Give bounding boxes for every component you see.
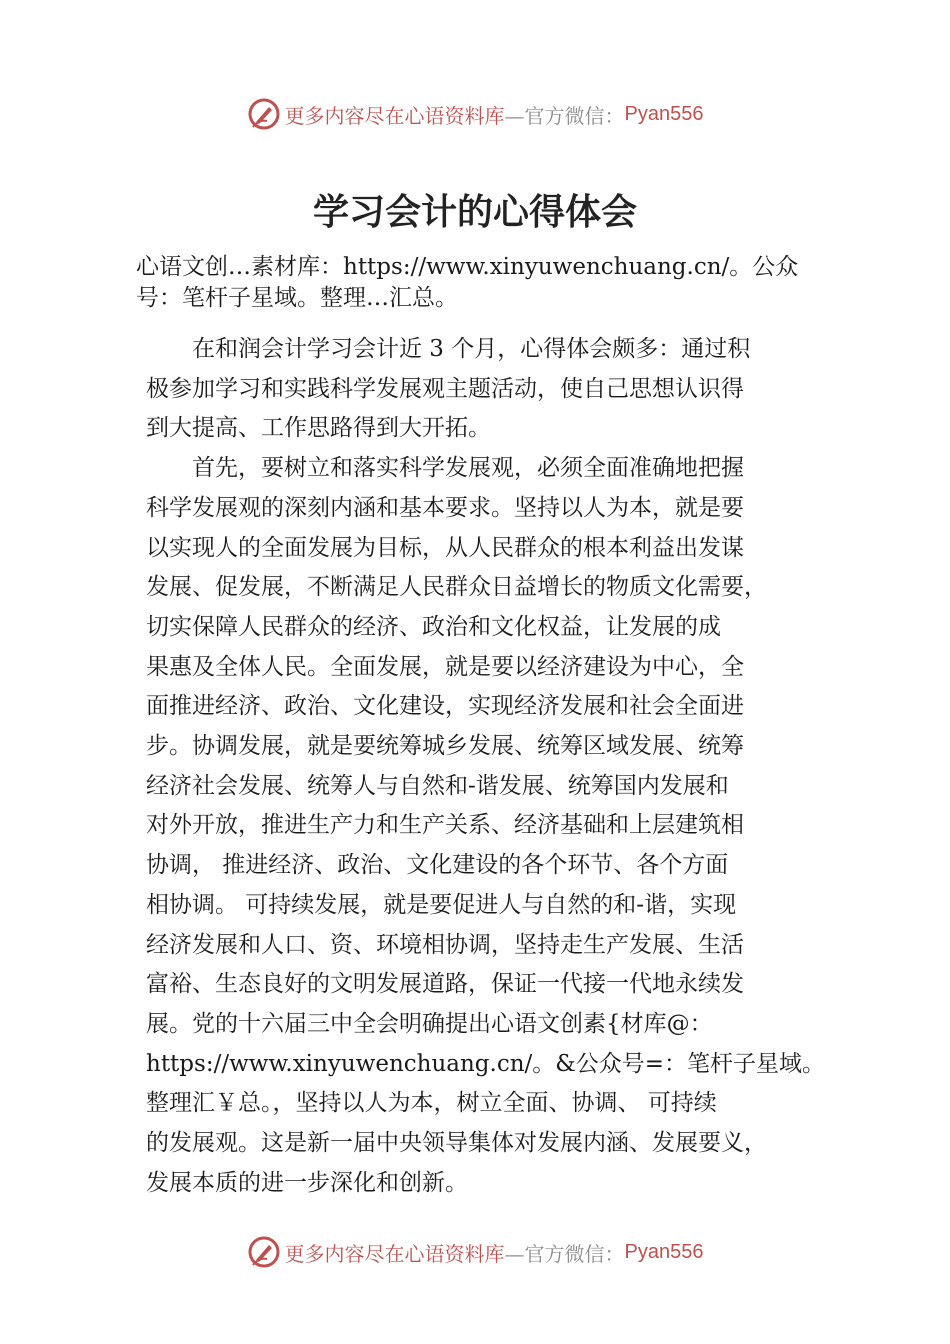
- body-line: 对外开放，推进生产力和生产关系、经济基础和上层建筑相: [146, 812, 744, 839]
- body-line: 以实现人的全面发展为目标，从人民群众的根本利益出发谋: [146, 534, 744, 561]
- banner-wechat-id: Pyan556: [624, 1240, 704, 1263]
- body-line: 经济社会发展、统筹人与自然和-谐发展、统筹国内发展和: [146, 772, 729, 799]
- banner-wechat-label: —官方微信：: [504, 103, 625, 128]
- body-line: 的发展观。这是新一届中央领导集体对发展内涵、发展要义，: [146, 1130, 767, 1157]
- body-line: 经济发展和人口、资、环境相协调，坚持走生产发展、生活: [146, 931, 744, 958]
- body-line: 相协调。 可持续发展，就是要促进人与自然的和-谐，实现: [146, 891, 737, 918]
- banner-wechat-label: —官方微信：: [504, 1241, 625, 1266]
- body-line: 到大提高、工作思路得到大开拓。: [146, 415, 491, 442]
- banner-text: 更多内容尽在心语资料库: [284, 1241, 505, 1266]
- body-line: 在和润会计学习会计近 3 个月，心得体会颇多：通过积: [146, 336, 751, 362]
- body-line: 首先，要树立和落实科学发展观，必须全面准确地把握: [146, 455, 744, 482]
- body-line: 极参加学习和实践科学发展观主题活动，使自己思想认识得: [146, 375, 744, 402]
- body-line: 整理汇￥总。，坚持以人为本，树立全面、协调、 可持续: [146, 1090, 717, 1117]
- page-title: 学习会计的心得体会: [312, 192, 637, 233]
- header-banner: [0, 94, 950, 134]
- body-text: [146, 330, 836, 1203]
- body-line: 展。党的十六届三中全会明确提出心语文创素{材库@：: [146, 1010, 713, 1037]
- body-line: 发展本质的进一步深化和创新。: [146, 1169, 468, 1196]
- body-line: https://www.xinyuwenchuang.cn/。&公众号=：笔杆子星域。: [146, 1050, 826, 1077]
- body-line: 发展、促发展，不断满足人民群众日益增长的物质文化需要，: [146, 574, 767, 601]
- body-line: 果惠及全体人民。全面发展，就是要以经济建设为中心，全: [146, 653, 744, 680]
- source-line: 号：笔杆子星域。整理…汇总。: [136, 285, 458, 311]
- body-line: 步。协调发展，就是要统筹城乡发展、统筹区域发展、统筹: [146, 733, 744, 760]
- footer-banner: [0, 1232, 950, 1272]
- banner-text: 更多内容尽在心语资料库: [284, 103, 505, 128]
- source-note: [136, 252, 836, 314]
- pen-logo-icon: [247, 97, 281, 131]
- body-line: 科学发展观的深刻内涵和基本要求。坚持以人为本，就是要: [146, 494, 744, 521]
- body-line: 富裕、生态良好的文明发展道路，保证一代接一代地永续发: [146, 971, 744, 998]
- body-line: 协调， 推进经济、政治、文化建设的各个环节、各个方面: [146, 852, 729, 879]
- source-line: 心语文创…素材库：https://www.xinyuwenchuang.cn/。公众: [136, 254, 799, 280]
- banner-wechat-id: Pyan556: [624, 102, 704, 125]
- pen-logo-icon: [247, 1235, 281, 1269]
- body-line: 切实保障人民群众的经济、政治和文化权益，让发展的成: [146, 613, 721, 640]
- body-line: 面推进经济、政治、文化建设，实现经济发展和社会全面进: [146, 693, 744, 720]
